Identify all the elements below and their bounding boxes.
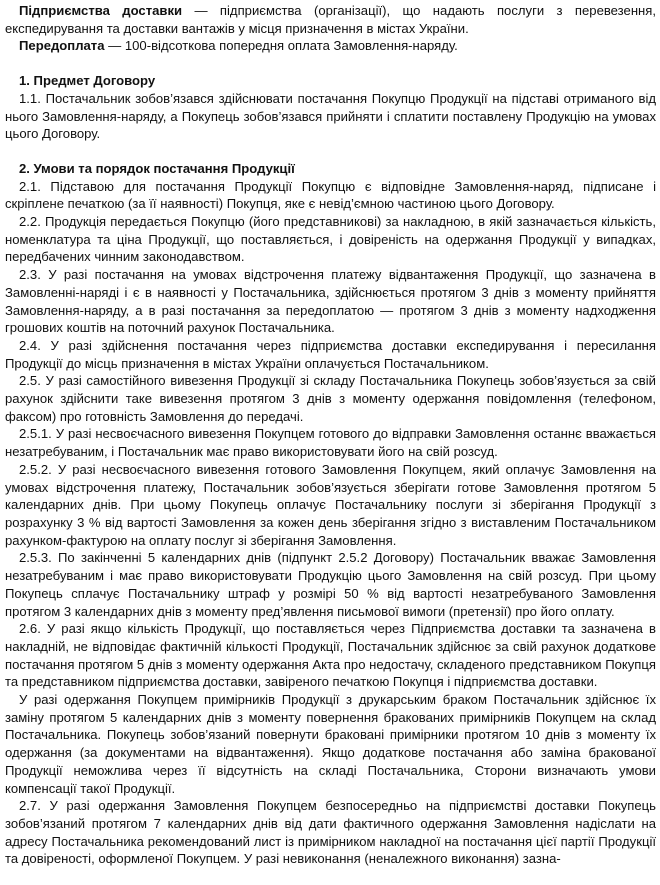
clause-2-5: 2.5. У разі самостійного вивезення Продукції зі складу Постачальника Покупець зобов’язується за свій рахунок здійснити таке вивезення протягом 3 днів з моменту одержання повідомлення (телефоном, факсом) про готовність Замовлення до передачі.: [5, 373, 656, 424]
clause-2-4: 2.4. У разі здійснення постачання через підприємства доставки експедирування і пересилання Продукції до місць призначення в містах України оплачується Постачальником.: [5, 337, 656, 371]
clause-2-6: 2.6. У разі якщо кількість Продукції, що поставляється через Підприємства доставки та зазначена в накладній, не відповідає фактичній кількості Продукції, Постачальник здійснює за свій рахунок додаткове постачання протягом 5 днів з моменту одержання Акта про недостачу, складеного представником Покупця та представником підприємства доставки, завіреного печаткою Покупця і підприємства доставки.: [5, 621, 656, 690]
term: Підприємства доставки: [19, 3, 183, 18]
clause-2-3: 2.3. У разі постачання на умовах відстрочення платежу відвантаження Продукції, що зазначена в Замовленні-наряді і є в наявності у Постачальника, здійснюється протягом 3 днів з моменту прийняття Замовлення-наряду, а в разі постачання за передоплатою — протягом 3 днів з моменту надходження грошових коштів на поточний рахунок Постачальника.: [5, 267, 656, 336]
clause-2-5-3: 2.5.3. По закінченні 5 календарних днів (підпункт 2.5.2 Договору) Постачальник вважає Замовлення незатребуваним і має право використовувати Продукцію цього Замовлення на свій розсуд. При цьому Покупець сплачує Постачальнику штраф у розмірі 50 % від вартості незатребуваного Замовлення протягом 3 календарних днів з моменту пред’явлення письмової вимоги (претензії) про його оплату.: [5, 550, 656, 619]
clause-2-1: 2.1. Підставою для постачання Продукції Покупцю є відповідне Замовлення-наряд, підписане і скріплене печаткою (за її наявності) Покупця, яке є невід’ємною частиною цього Договору.: [5, 178, 656, 212]
clause-2-2: 2.2. Продукція передається Покупцю (його представникові) за накладною, в якій зазначається кількість, номенклатура та ціна Продукції, що поставляється, і довіреність на одержання Продукції у випадках, передбачених чинним законодавством.: [5, 214, 656, 265]
term: Передоплата: [19, 38, 105, 54]
clause-2-5-2: 2.5.2. У разі несвоєчасного вивезення готового Замовлення Покупцем, який оплачує Замовлення на умовах відстрочення платежу, Постачальник зобов’язується зберігати готове Замовлення протягом 5 календарних днів. При цьому Покупець оплачує Постачальнику послуги зі зберігання Продукції з розрахунку 3 % від вартості Замовлення за кожен день зберігання згідно з виставленим Постачальником рахунком-фактурою на оплату послуг зі зберігання Замовлення.: [5, 461, 656, 548]
clause-2-5-1: 2.5.1. У разі несвоєчасного вивезення Покупцем готового до відправки Замовлення останнє вважається незатребуваним, і Постачальник має право використовувати його на свій розсуд.: [5, 426, 656, 460]
definition-prepayment: [5, 37, 656, 55]
section-heading-1: 1. Предмет Договору: [19, 73, 156, 89]
definition-text: — підприємства (організації), що надають послуги з перевезення, експедирування та доставки вантажів у місця призначення в містах України.: [5, 3, 657, 36]
definition-delivery: [5, 2, 656, 37]
section-heading-2: 2. Умови та порядок постачання Продукції: [19, 160, 295, 176]
clause-1-1: 1.1. Постачальник зобов’язався здійснювати постачання Покупцю Продукції на підставі отриманого від нього Замовлення-наряду, а Покупець зобов’язався прийняти і сплатити поставлену Продукцію на умовах цього Договору.: [5, 90, 656, 142]
clause-2-6-defects: У разі одержання Покупцем примірників Продукції з друкарським браком Постачальник здійснює їх заміну протягом 5 календарних днів з моменту повернення бракованих примірників Покупцем на склад Постачальника. Покупець зобов’язаний повернути браковані примірники протягом 10 днів з моменту їх одержання (за документами на відвантаження). Якщо додаткове постачання або заміна бракованої Продукції неможлива через її відсутність на складі Постачальника, Сторони визначають умови компенсації такої Продукції.: [5, 692, 656, 796]
clause-2-7: 2.7. У разі одержання Замовлення Покупцем безпосередньо на підприємстві доставки Покупець зобов’язаний протягом 7 календарних днів від дати фактичного одержання Замовлення надіслати на адресу Постачальника рекомендований лист із примірником накладної на постачання цієї партії Продукції та довіреності, оформленої Покупцем. У разі невиконання (неналежного виконання) зазна-: [5, 798, 656, 867]
definition-text: — 100-відсоткова попередня оплата Замовлення-наряду.: [104, 38, 458, 54]
